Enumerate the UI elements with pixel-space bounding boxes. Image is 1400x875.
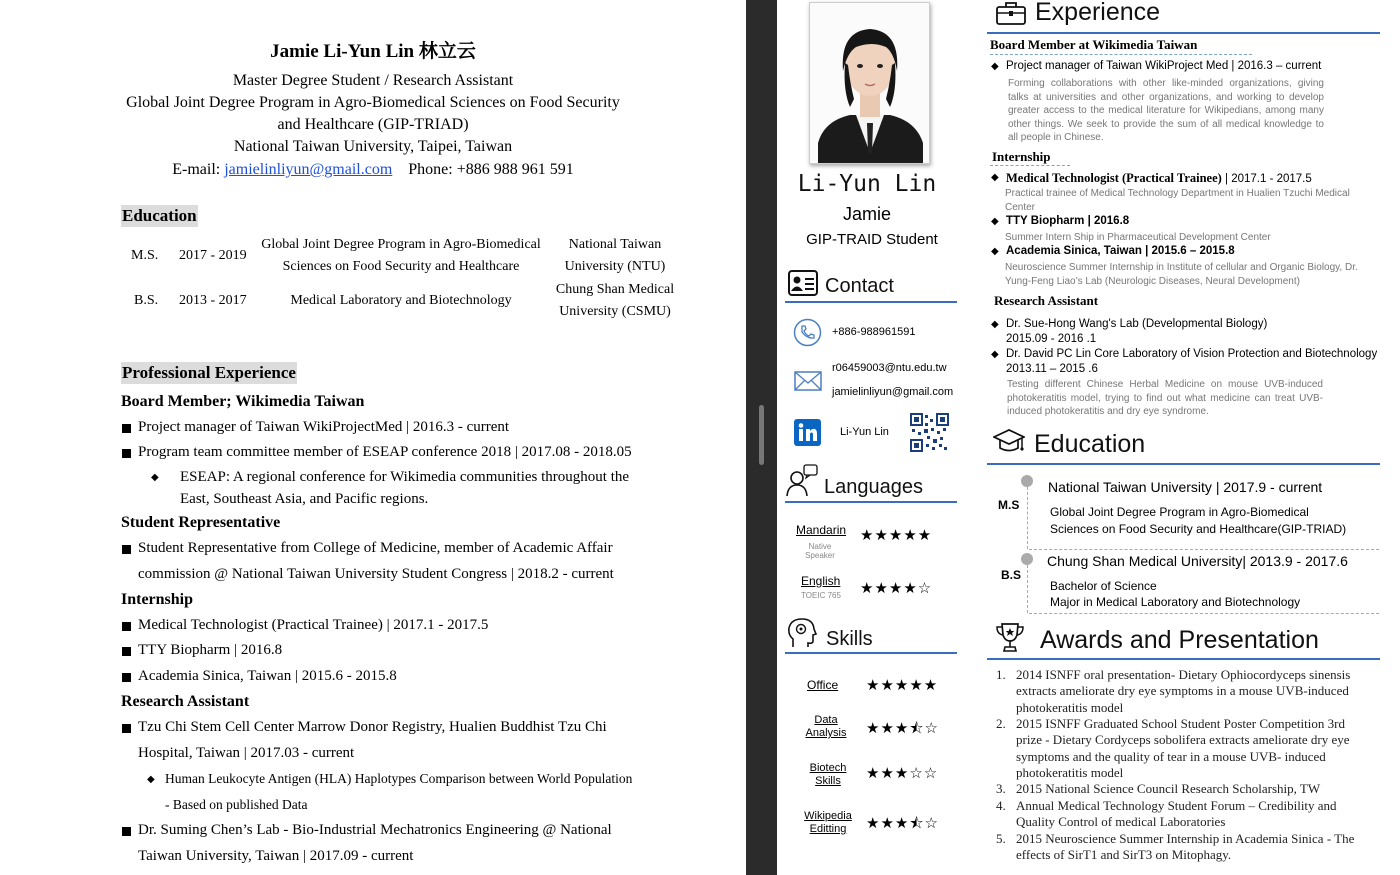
language-note: Native xyxy=(808,542,832,551)
divider xyxy=(987,32,1380,34)
skill-name: Editting xyxy=(809,823,847,835)
edu-years: 2013 - 2017 xyxy=(179,293,247,308)
bullet-diamond-icon: ◆ xyxy=(991,61,999,72)
email-label: E-mail: xyxy=(172,161,225,178)
edu-detail: Major in Medical Laboratory and Biotechnology xyxy=(1050,595,1301,609)
bullet-square-icon xyxy=(122,545,131,554)
contact-heading: Contact xyxy=(825,275,894,297)
contact-phone: +886-988961591 xyxy=(832,326,916,338)
award-number: 3. xyxy=(996,781,1006,796)
skill-name: Analysis xyxy=(805,727,847,739)
linkedin-icon[interactable] xyxy=(794,419,821,446)
timeline-line xyxy=(1027,565,1028,613)
rating-stars: ★★★★☆ xyxy=(860,580,933,597)
edu-detail: Bachelor of Science xyxy=(1050,579,1157,593)
experience-item: Dr. David PC Lin Core Laboratory of Vision Protection and Biotechnology xyxy=(1006,348,1378,360)
resume-contact-line xyxy=(0,161,746,179)
timeline-dot xyxy=(1021,475,1033,487)
languages-icon xyxy=(786,464,818,497)
list-item: Medical Technologist (Practical Trainee) | 2017.1 - 2017.5 xyxy=(138,617,489,633)
sidebar-nickname: Jamie xyxy=(842,204,891,224)
divider xyxy=(990,165,1070,166)
experience-description: Neuroscience Summer Internship in Institute of cellular and Organic Biology, Dr. Yung-Feng Liao’s Lab (Neurologic Diseases, Neural Development) xyxy=(1005,262,1358,287)
skill-name: Biotech xyxy=(809,762,847,774)
divider xyxy=(785,501,957,503)
experience-description: Testing different Chinese Herbal Medicine on mouse UVB-induced photokeratitis model, trying to find out what medicine can treat UVB-induced photokeratitis and dry eye syndrome. xyxy=(1007,379,1323,417)
list-subitem: Human Leukocyte Antigen (HLA) Haplotypes Comparison between World Population xyxy=(165,771,633,786)
list-item: Tzu Chi Stem Cell Center Marrow Donor Registry, Hualien Buddhist Tzu Chi xyxy=(138,719,607,735)
edu-detail: Global Joint Degree Program in Agro-Biomedical xyxy=(1050,505,1309,519)
bullet-diamond-icon: ◆ xyxy=(151,472,159,483)
language-note: Speaker xyxy=(805,551,835,560)
education-heading: Education xyxy=(1034,430,1146,458)
contact-email[interactable]: jamielinliyun@gmail.com xyxy=(832,386,954,398)
edu-degree: B.S. xyxy=(134,293,159,308)
bullet-diamond-icon: ◆ xyxy=(991,172,999,183)
phone-text: Phone: +886 988 961 591 xyxy=(408,161,574,178)
list-item: commission @ National Taiwan University Student Congress | 2018.2 - current xyxy=(138,566,614,582)
resume-role: Master Degree Student / Research Assistant xyxy=(232,72,514,89)
experience-item: TTY Biopharm | 2016.8 xyxy=(1006,215,1130,227)
edu-school: National Taiwan University | 2017.9 - current xyxy=(1048,479,1323,495)
experience-heading: Experience xyxy=(1035,0,1161,26)
edu-detail: Sciences on Food Security and Healthcare(GIP-TRIAD) xyxy=(1050,522,1347,536)
language-note: TOEIC 765 xyxy=(801,591,841,600)
experience-heading: Professional Experience xyxy=(122,363,296,382)
email-link[interactable]: jamielinliyun@gmail.com xyxy=(224,161,393,178)
list-item: Project manager of Taiwan WikiProjectMed | 2016.3 - current xyxy=(138,419,510,435)
experience-date: 2013.11 – 2015 .6 xyxy=(1006,363,1098,375)
board-heading: Board Member at Wikimedia Taiwan xyxy=(990,37,1198,52)
award-item: 2014 ISNFF oral presentation- Dietary Ophiocordyceps sinensis extracts ameliorate dry eye symptoms in a mouse UVB-induced photokeratitis model xyxy=(1016,667,1351,715)
contact-linkedin[interactable]: Li-Yun Lin xyxy=(840,426,889,438)
experience-item: Medical Technologist (Practical Trainee) | 2017.1 - 2017.5 xyxy=(1006,171,1312,185)
experience-description: Forming collaborations with other like-minded organizations, giving talks at universities and other organizations, and working to develop greater access to the medical literature for Wikipedians, among many other things. We seek to provide the sum of all medical knowledge to all people in Chinese. xyxy=(1008,78,1324,143)
list-item: Academia Sinica, Taiwan | 2015.6 - 2015.8 xyxy=(138,668,397,684)
divider xyxy=(785,652,957,654)
experience-item: Academia Sinica, Taiwan | 2015.6 – 2015.8 xyxy=(1006,245,1235,257)
list-item: Hospital, Taiwan | 2017.03 - current xyxy=(138,745,355,761)
bullet-square-icon xyxy=(122,424,131,433)
board-heading: Board Member; Wikimedia Taiwan xyxy=(121,393,365,410)
edu-degree: B.S xyxy=(1001,568,1022,582)
profile-photo xyxy=(809,2,930,164)
bullet-diamond-icon: ◆ xyxy=(991,349,999,360)
bullet-square-icon xyxy=(122,647,131,656)
divider xyxy=(1029,549,1379,550)
sidebar-role: GIP-TRAID Student xyxy=(806,231,938,248)
scrollbar-thumb[interactable] xyxy=(759,405,764,465)
language-name: English xyxy=(801,574,841,588)
experience-item: Project manager of Taiwan WikiProject Med | 2016.3 – current xyxy=(1006,60,1322,72)
research-heading: Research Assistant xyxy=(994,293,1099,308)
student-rep-heading: Student Representative xyxy=(121,514,281,531)
timeline-line xyxy=(1027,487,1028,549)
list-item: Taiwan University, Taiwan | 2017.09 - current xyxy=(138,848,414,864)
languages-heading: Languages xyxy=(824,476,923,498)
rating-stars: ★★★★★ xyxy=(866,677,939,694)
skill-name: Wikipedia xyxy=(804,810,852,822)
internship-heading: Internship xyxy=(992,149,1051,164)
mail-icon xyxy=(794,371,822,391)
bullet-diamond-icon: ◆ xyxy=(147,774,155,785)
education-heading: Education xyxy=(122,206,197,225)
skill-name: Data xyxy=(814,714,838,726)
phone-icon xyxy=(793,318,822,347)
edu-program: Global Joint Degree Program in Agro-Biomedical xyxy=(261,237,541,252)
contact-card-icon xyxy=(788,270,818,296)
graduation-cap-icon xyxy=(993,428,1025,456)
experience-item: Dr. Sue-Hong Wang's Lab (Developmental Biology) xyxy=(1006,318,1268,330)
award-number: 1. xyxy=(996,667,1006,682)
rating-stars: ★★★⯪☆ xyxy=(866,815,939,832)
resume-program-line2: and Healthcare (GIP-TRIAD) xyxy=(277,116,469,133)
resume-page-right xyxy=(777,0,1400,875)
award-item: 2015 Neuroscience Summer Internship in Academia Sinica - The effects of SirT1 and SirT3 on Mitophagy. xyxy=(1016,831,1355,863)
edu-school: University (NTU) xyxy=(564,259,666,274)
experience-description: Summer Intern Ship in Pharmaceutical Development Center xyxy=(1005,232,1271,243)
bullet-diamond-icon: ◆ xyxy=(991,319,999,330)
sidebar-name: Li-Yun Lin xyxy=(797,171,937,197)
divider xyxy=(990,54,1252,55)
list-subitem: East, Southeast Asia, and Pacific regions. xyxy=(180,491,429,507)
experience-description: Practical trainee of Medical Technology Department in Hualien Tzuchi Medical Center xyxy=(1005,188,1350,213)
award-number: 5. xyxy=(996,831,1006,846)
edu-degree: M.S. xyxy=(131,248,159,263)
list-item: Dr. Suming Chen’s Lab - Bio-Industrial Mechatronics Engineering @ National xyxy=(138,822,612,838)
bullet-square-icon xyxy=(122,673,131,682)
skills-heading: Skills xyxy=(826,628,873,650)
divider xyxy=(785,301,957,303)
edu-school: Chung Shan Medical University| 2013.9 - 2017.6 xyxy=(1047,553,1348,569)
list-item: Student Representative from College of Medicine, member of Academic Affair xyxy=(138,540,613,556)
edu-years: 2017 - 2019 xyxy=(179,248,247,263)
briefcase-icon xyxy=(996,1,1026,25)
divider xyxy=(987,463,1380,465)
bullet-square-icon xyxy=(122,827,131,836)
edu-school: University (CSMU) xyxy=(559,304,671,319)
award-number: 4. xyxy=(996,798,1006,813)
edu-degree: M.S xyxy=(998,498,1020,512)
internship-heading: Internship xyxy=(121,591,194,608)
edu-school: Chung Shan Medical xyxy=(555,282,675,297)
timeline-dot xyxy=(1021,553,1033,565)
skill-name: Skills xyxy=(815,775,841,787)
list-item: Program team committee member of ESEAP conference 2018 | 2017.08 - 2018.05 xyxy=(138,444,632,460)
edu-school: National Taiwan xyxy=(568,237,662,252)
award-item: Annual Medical Technology Student Forum – Credibility and Quality Control of medical Laboratories xyxy=(1016,798,1337,830)
research-heading: Research Assistant xyxy=(121,693,250,710)
divider xyxy=(1029,613,1379,614)
award-item: 2015 ISNFF Graduated School Student Poster Competition 3rd prize - Dietary Cordyceps sobolifera extracts ameliorate dry eye symptoms and the quality of tear in a mouse UVB- induced photokeratitis model xyxy=(1016,716,1350,780)
trophy-icon xyxy=(996,622,1024,653)
edu-program: Sciences on Food Security and Healthcare xyxy=(282,259,520,274)
bullet-diamond-icon: ◆ xyxy=(991,246,999,257)
resume-university: National Taiwan University, Taipei, Taiwan xyxy=(233,138,513,155)
list-item: TTY Biopharm | 2016.8 xyxy=(138,642,283,658)
awards-heading: Awards and Presentation xyxy=(1040,626,1319,654)
rating-stars: ★★★☆☆ xyxy=(866,765,939,782)
bullet-square-icon xyxy=(122,449,131,458)
bullet-square-icon xyxy=(122,622,131,631)
divider xyxy=(987,658,1380,660)
language-name: Mandarin xyxy=(796,523,847,537)
list-subitem: - Based on published Data xyxy=(165,797,308,812)
qr-code-icon xyxy=(910,413,949,452)
bullet-diamond-icon: ◆ xyxy=(991,216,999,227)
experience-date: 2015.09 - 2016 .1 xyxy=(1006,333,1097,345)
rating-stars: ★★★★★ xyxy=(860,527,933,544)
bullet-square-icon xyxy=(122,724,131,733)
list-subitem: ESEAP: A regional conference for Wikimedia communities throughout the xyxy=(180,469,630,485)
resume-program-line1: Global Joint Degree Program in Agro-Biomedical Sciences on Food Security xyxy=(126,94,620,111)
edu-program: Medical Laboratory and Biotechnology xyxy=(290,293,512,308)
resume-name: Jamie Li-Yun Lin 林立云 xyxy=(270,41,476,62)
award-item: 2015 National Science Council Research Scholarship, TW xyxy=(1016,781,1321,796)
skills-head-icon xyxy=(787,617,817,649)
contact-email[interactable]: r06459003@ntu.edu.tw xyxy=(832,362,947,374)
rating-stars: ★★★⯪☆ xyxy=(866,720,939,737)
skill-name: Office xyxy=(807,678,839,692)
award-number: 2. xyxy=(996,716,1006,731)
